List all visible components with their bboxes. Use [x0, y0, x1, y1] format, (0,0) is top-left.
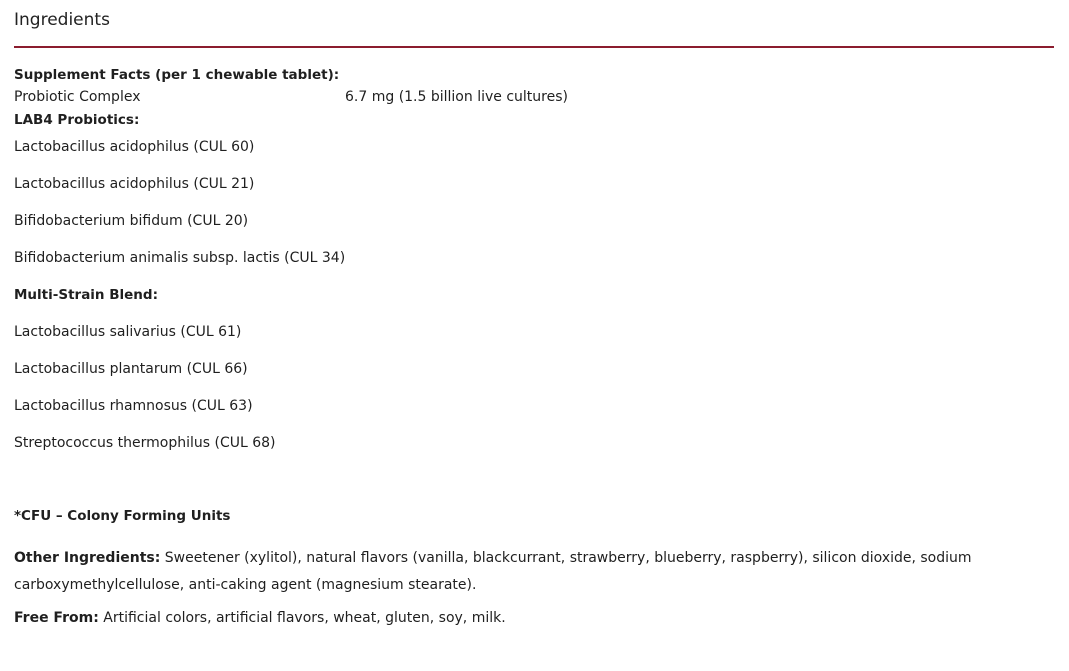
lab4-probiotics-title: LAB4 Probiotics: — [14, 112, 140, 128]
supplement-facts-title: Supplement Facts (per 1 chewable tablet): — [14, 67, 340, 83]
facts-row — [14, 84, 1054, 111]
strain-item: Lactobacillus acidophilus (CUL 60) — [14, 139, 255, 155]
free-from-label: Free From: — [14, 610, 99, 626]
ingredients-section-header — [14, 0, 1054, 48]
other-ingredients-text: Sweetener (xylitol), natural flavors (vanilla, blackcurrant, strawberry, blueberry, raspberry), silicon dioxide, sodium carboxymethylcellulose, anti-caking agent (magnesium stearate). — [14, 550, 972, 593]
free-from-text: Artificial colors, artificial flavors, wheat, gluten, soy, milk. — [98, 610, 506, 626]
strain-item: Bifidobacterium animalis subsp. lactis (CUL 34) — [14, 250, 346, 266]
facts-row-name: Probiotic Complex — [14, 89, 141, 105]
strain-item: Lactobacillus plantarum (CUL 66) — [14, 361, 248, 377]
strain-item: Streptococcus thermophilus (CUL 68) — [14, 435, 276, 451]
cfu-note: *CFU – Colony Forming Units — [14, 508, 231, 524]
strain-item: Lactobacillus salivarius (CUL 61) — [14, 324, 242, 340]
ingredients-content — [14, 66, 1054, 627]
strain-item: Lactobacillus rhamnosus (CUL 63) — [14, 398, 253, 414]
strain-item: Lactobacillus acidophilus (CUL 21) — [14, 176, 255, 192]
free-from-paragraph — [14, 609, 1054, 627]
other-ingredients-paragraph — [14, 545, 1054, 599]
strain-item: Bifidobacterium bifidum (CUL 20) — [14, 213, 249, 229]
other-ingredients-label: Other Ingredients: — [14, 550, 161, 566]
spacer — [14, 471, 1054, 507]
section-title: Ingredients — [14, 10, 110, 30]
facts-row-amount: 6.7 mg (1.5 billion live cultures) — [345, 89, 568, 105]
multi-strain-blend-title: Multi-Strain Blend: — [14, 287, 158, 303]
